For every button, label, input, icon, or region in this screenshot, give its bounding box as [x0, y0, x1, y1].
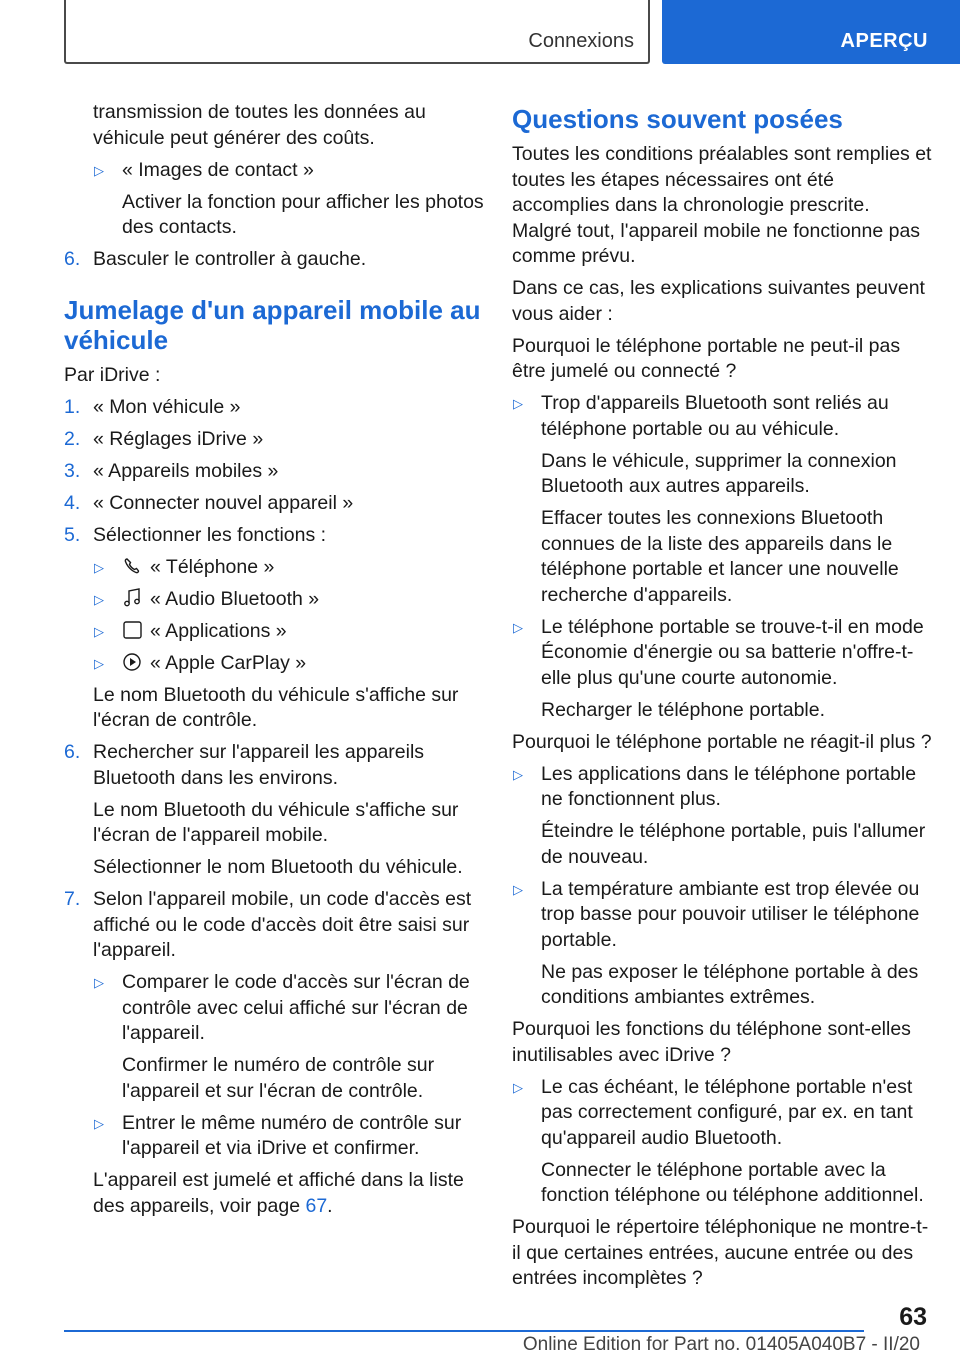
step-7: 7. Selon l'appareil mobile, un code d'accès est affiché ou le code d'accès doit être saisi sur l'appareil.: [64, 888, 472, 961]
bullet-triangle-icon: ▷: [94, 975, 104, 990]
q2-bullet-1: ▷ Les applications dans le téléphone portable ne fonctionnent plus.: [513, 762, 917, 810]
bullet-contact-images: ▷ « Images de contact »: [93, 158, 484, 184]
q2-bullet-2: ▷ La température ambiante est trop élevée ou trop basse pour pouvoir utiliser le téléphone portable.: [513, 877, 920, 951]
step-6-search: 6. Rechercher sur l'appareil les appareils Bluetooth dans les environs.: [64, 741, 425, 789]
step-6-controller: 6. Basculer le controller à gauche.: [64, 248, 367, 270]
step-1: 1. « Mon véhicule »: [64, 395, 241, 418]
bullet-triangle-icon: ▷: [94, 1115, 104, 1131]
intro-idrive: Par iDrive :: [64, 363, 161, 386]
step-3: 3. « Appareils mobiles »: [64, 459, 279, 482]
bullet-triangle-icon: ▷: [94, 559, 104, 575]
faq-intro-1: Toutes les conditions préalables sont remplies et toutes les étapes nécessaires ont été accomplies dans la chronologie prescrite. Malgré tout, l'appareil mobile ne fonctionne pas comme prévu.: [512, 143, 932, 267]
heading-pairing: Jumelage d'un appareil mobile au véhicule: [64, 294, 481, 355]
footer-edition: Online Edition for Part no. 01405A040B7 - II/20: [522, 1334, 920, 1355]
final-paragraph: L'appareil est jumelé et affiché dans la liste des appareils, voir page 67.: [93, 1169, 464, 1217]
bullet-triangle-icon: ▷: [513, 396, 523, 411]
step-6-note-2: Sélectionner le nom Bluetooth du véhicule.: [93, 856, 463, 878]
bullet-triangle-icon: ▷: [513, 619, 523, 635]
bullet-triangle-icon: ▷: [94, 591, 104, 607]
step-4: 4. « Connecter nouvel appareil »: [64, 491, 354, 514]
bullet-triangle-icon: ▷: [94, 162, 104, 178]
q1-bullet-2: ▷ Le téléphone portable se trouve-t-il en mode Économie d'énergie ou sa batterie n'offre-t-elle plus qu'une courte autonomie.: [513, 615, 924, 689]
q1-bullet-1-note-2: Effacer toutes les connexions Bluetooth connues de la liste des appareils dans le téléphone portable et lancer une nouvelle recherche d'appareils.: [541, 507, 899, 606]
q3-bullet-1-note-1: Connecter le téléphone portable avec la fonction téléphone ou téléphone additionnel.: [541, 1158, 924, 1206]
step-7-bullet-compare-note: Confirmer le numéro de contrôle sur l'appareil et sur l'écran de contrôle.: [122, 1054, 435, 1102]
section-tab-label: Connexions: [528, 30, 634, 52]
q2-bullet-1-note-1: Éteindre le téléphone portable, puis l'allumer de nouveau.: [541, 820, 926, 868]
question-2: Pourquoi le téléphone portable ne réagit-il plus ?: [512, 730, 932, 753]
heading-faq: Questions souvent posées: [512, 104, 843, 134]
step-6-note-1: Le nom Bluetooth du véhicule s'affiche sur l'écran de l'appareil mobile.: [93, 798, 459, 846]
carplay-play-icon: [122, 652, 144, 672]
step-7-bullet-enter: ▷ Entrer le même numéro de contrôle sur l'appareil et via iDrive et confirmer.: [94, 1111, 462, 1159]
page-number: 63: [899, 1303, 927, 1331]
q1-bullet-1-note-1: Dans le véhicule, supprimer la connexion Bluetooth aux autres appareils.: [541, 449, 897, 497]
bullet-triangle-icon: ▷: [94, 655, 104, 671]
overview-tab-label: APERÇU: [840, 30, 928, 52]
bullet-triangle-icon: ▷: [513, 881, 523, 897]
function-carplay: ▷ « Apple CarPlay »: [93, 651, 484, 677]
q2-bullet-2-note-1: Ne pas exposer le téléphone portable à des conditions ambiantes extrêmes.: [541, 960, 919, 1008]
phone-icon: [122, 556, 144, 576]
question-3: Pourquoi les fonctions du téléphone sont-elles inutilisables avec iDrive ?: [512, 1018, 911, 1066]
page-link-67[interactable]: 67: [305, 1194, 328, 1217]
q1-bullet-2-note-1: Recharger le téléphone portable.: [541, 698, 826, 721]
app-square-icon: [122, 620, 144, 640]
faq-intro-2: Dans ce cas, les explications suivantes peuvent vous aider :: [512, 277, 925, 325]
contact-images-desc: Activer la fonction pour afficher les photos des contacts.: [122, 190, 484, 238]
step-5-note: Le nom Bluetooth du véhicule s'affiche sur l'écran de contrôle.: [93, 683, 459, 731]
bullet-triangle-icon: ▷: [513, 766, 523, 782]
question-4: Pourquoi le répertoire téléphonique ne montre-t-il que certaines entrées, aucune entrée ou des entrées incomplètes ?: [512, 1216, 929, 1289]
question-1: Pourquoi le téléphone portable ne peut-il pas être jumelé ou connecté ?: [512, 334, 901, 382]
bullet-triangle-icon: ▷: [94, 623, 104, 639]
function-audio: ▷ « Audio Bluetooth »: [93, 587, 484, 613]
overview-tab[interactable]: [662, 0, 960, 64]
step-7-bullet-compare: ▷ Comparer le code d'accès sur l'écran de contrôle avec celui affiché sur l'écran de l'appareil.: [94, 971, 470, 1044]
footer-divider: [64, 1330, 864, 1332]
step-2: 2. « Réglages iDrive »: [64, 427, 264, 450]
q1-bullet-1: ▷ Trop d'appareils Bluetooth sont reliés au téléphone portable ou au véhicule.: [513, 392, 889, 440]
left-column: [64, 100, 484, 1226]
music-note-icon: [122, 588, 144, 608]
section-tab: [64, 0, 650, 64]
right-column: [512, 100, 932, 1298]
step-5: 5. Sélectionner les fonctions :: [64, 523, 327, 546]
continued-paragraph: transmission de toutes les données au véhicule peut générer des coûts.: [93, 101, 426, 149]
function-applications: ▷ « Applications »: [93, 619, 484, 645]
bullet-triangle-icon: ▷: [513, 1079, 523, 1095]
q3-bullet-1: ▷ Le cas échéant, le téléphone portable n'est pas correctement configuré, par ex. en tant qu'appareil audio Bluetooth.: [513, 1075, 913, 1149]
function-phone: ▷ « Téléphone »: [93, 555, 484, 581]
